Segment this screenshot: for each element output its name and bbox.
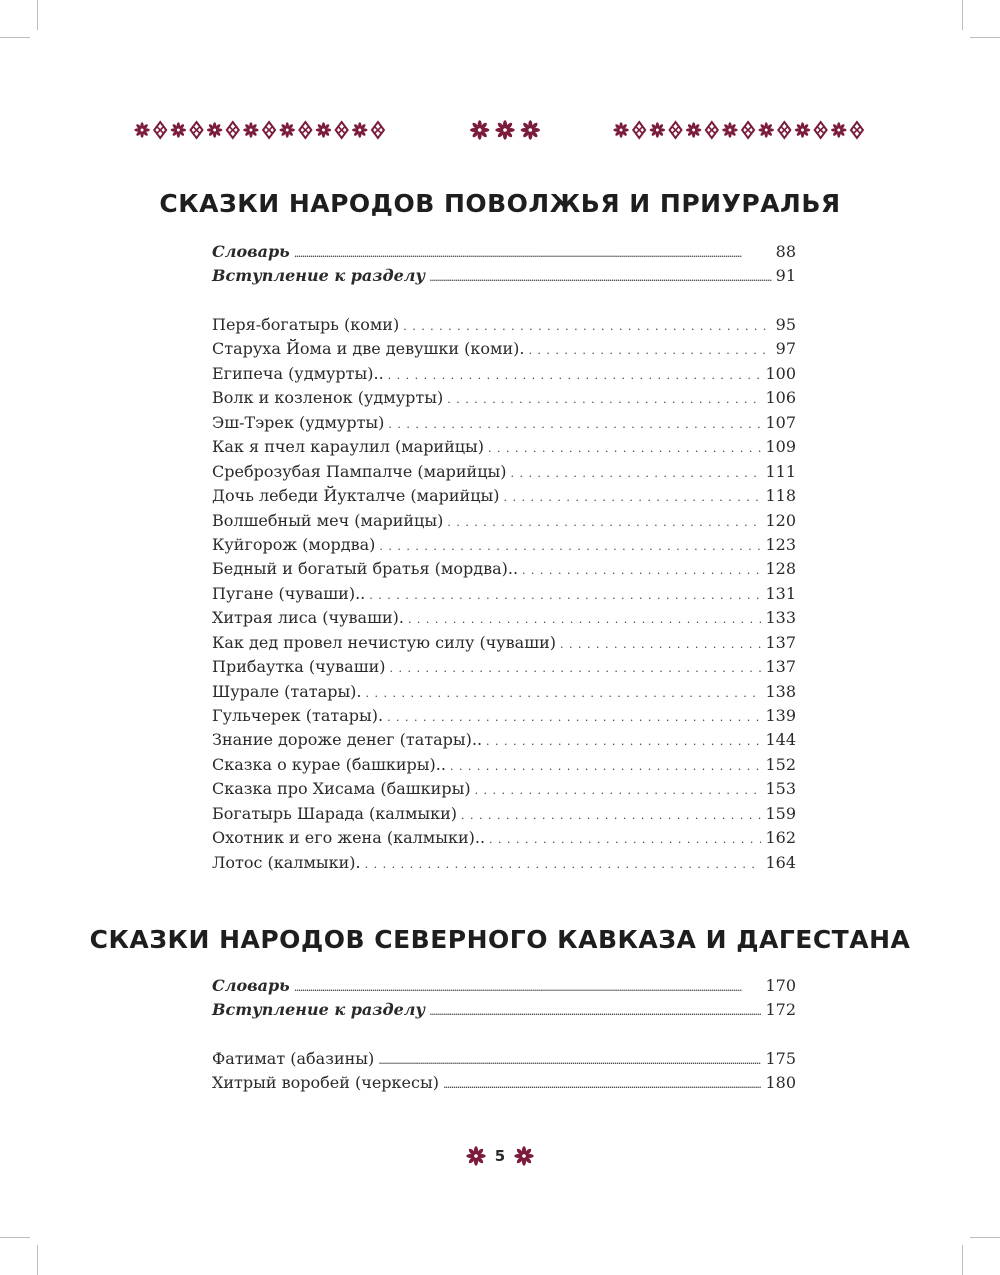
toc-front-matter — [212, 974, 796, 1023]
toc-entry-title: Охотник и его жена (калмыки).. — [212, 828, 486, 848]
dot-leader — [294, 976, 762, 1000]
toc-entry-title: Фатимат (абазины) — [212, 1049, 375, 1068]
crop-mark — [0, 37, 30, 38]
dot-leader — [369, 584, 761, 608]
toc-entry — [212, 680, 796, 704]
crop-mark — [970, 1237, 1000, 1238]
flower-motif — [466, 1146, 485, 1165]
dot-leader — [379, 535, 761, 559]
toc-entry-title: Хитрая лиса (чуваши). — [212, 608, 404, 628]
dot-leader — [503, 486, 761, 510]
dot-leader — [387, 706, 761, 730]
toc-entry-page: 131 — [765, 583, 796, 603]
toc-entry — [212, 851, 796, 875]
embroidery-motif — [171, 122, 187, 138]
toc-entry — [212, 240, 796, 264]
toc-front-matter — [212, 240, 796, 289]
dot-leader — [429, 266, 772, 290]
toc-entry-page: 88 — [775, 242, 796, 261]
flower-motif — [470, 120, 489, 139]
toc-entry — [212, 411, 796, 435]
section-title: СКАЗКИ НАРОДОВ ПОВОЛЖЬЯ И ПРИУРАЛЬЯ — [159, 189, 841, 218]
dot-leader — [461, 804, 761, 828]
toc-entry — [212, 753, 796, 777]
toc-entry — [212, 582, 796, 606]
flower-motif — [521, 120, 540, 139]
embroidery-motif — [243, 122, 259, 138]
toc-entry-page: 175 — [765, 1049, 796, 1068]
dot-leader — [403, 315, 771, 339]
toc-entry-title: Хитрый воробей (черкесы) — [212, 1073, 439, 1093]
toc-entry — [212, 728, 796, 752]
toc-entry-page: 138 — [765, 681, 796, 701]
embroidery-motif — [722, 122, 738, 138]
toc-entry — [212, 704, 796, 728]
dot-leader — [450, 755, 762, 779]
section-title: СКАЗКИ НАРОДОВ СЕВЕРНОГО КАВКАЗА И ДАГЕСТАНА — [89, 925, 911, 954]
dot-leader — [447, 511, 761, 535]
toc-entry-title: Богатырь Шарада (калмыки) — [212, 803, 458, 823]
toc-entry — [212, 655, 796, 679]
toc-entries — [212, 313, 796, 875]
toc-entry-page: 137 — [765, 657, 796, 677]
dot-leader — [488, 437, 761, 461]
embroidery-motif — [207, 122, 223, 138]
toc-entry-title: Лотос (калмыки). — [212, 852, 361, 872]
embroidery-motif — [299, 122, 311, 138]
embroidery-motif — [650, 122, 666, 138]
toc-entry-page: 107 — [765, 412, 796, 432]
toc-entry-title: Эш-Тэрек (удмурты) — [212, 412, 385, 432]
toc-entry-title: Волк и козленок (удмурты) — [212, 388, 444, 408]
toc-entry — [212, 362, 796, 386]
toc-entry-page: 133 — [765, 608, 796, 628]
dot-leader — [408, 608, 762, 632]
dot-leader — [429, 1000, 761, 1024]
toc-entry — [212, 802, 796, 826]
embroidery-motif — [670, 122, 682, 138]
toc-entry-page: 111 — [765, 461, 796, 481]
toc-entry-page: 118 — [765, 486, 796, 506]
toc-entry-page: 109 — [765, 437, 796, 457]
toc-entry-page: 162 — [765, 828, 796, 848]
embroidery-motif — [352, 122, 368, 138]
toc-entry-page: 106 — [765, 388, 796, 408]
toc-entry-title: Вступление к разделу — [212, 266, 426, 286]
toc-entry — [212, 974, 796, 998]
crop-mark — [37, 0, 38, 30]
dot-leader — [486, 730, 761, 754]
toc-entry-page: 137 — [765, 632, 796, 652]
toc-entry-title: Египеча (удмурты).. — [212, 363, 384, 383]
toc-entry-title: Гульчерек (татары). — [212, 706, 384, 725]
toc-entry — [212, 777, 796, 801]
toc-entry-page: 128 — [765, 559, 796, 579]
toc-entry-title: Как дед провел нечистую силу (чуваши) — [212, 632, 556, 652]
toc-entry — [212, 826, 796, 850]
embroidery-motif — [851, 122, 863, 138]
toc-entry-title: Прибаутка (чуваши) — [212, 657, 386, 677]
ornament-band-left — [133, 117, 387, 143]
embroidery-motif — [795, 122, 811, 138]
toc-entry-page: 152 — [765, 754, 796, 774]
dot-leader — [510, 462, 761, 486]
flower-ornament-icon — [465, 1145, 487, 1167]
toc-entry-page: 164 — [765, 852, 796, 872]
embroidery-motif — [831, 122, 847, 138]
embroidery-motif — [815, 122, 827, 138]
toc-entry — [212, 313, 796, 337]
embroidery-motif — [686, 122, 702, 138]
flower-motif — [515, 1146, 534, 1165]
toc-entry-page: 144 — [765, 730, 796, 750]
crop-mark — [962, 1245, 963, 1275]
toc-entry-title: Пугане (чуваши).. — [212, 583, 366, 603]
toc-entry — [212, 460, 796, 484]
toc-entry-title: Словарь — [212, 242, 290, 261]
toc-entry — [212, 509, 796, 533]
toc-entry-page: 159 — [765, 803, 796, 823]
toc-entry-title: Вступление к разделу — [212, 1000, 426, 1020]
toc-entry-page: 139 — [765, 706, 796, 725]
embroidery-motif — [154, 122, 166, 138]
toc-entry-page: 97 — [775, 339, 796, 359]
embroidery-motif — [191, 122, 203, 138]
page-number: 5 — [494, 1147, 506, 1165]
ornament-center — [467, 117, 543, 143]
embroidery-motif — [316, 122, 332, 138]
toc-entry — [212, 557, 796, 581]
crop-mark — [962, 0, 963, 30]
ornament-band-right — [612, 117, 866, 143]
crop-mark — [37, 1245, 38, 1275]
embroidery-ornament-icon — [133, 120, 387, 140]
toc-entry — [212, 1071, 796, 1095]
crop-mark — [970, 37, 1000, 38]
embroidery-motif — [742, 122, 754, 138]
toc-entry-page: 170 — [765, 976, 796, 995]
toc-entry — [212, 435, 796, 459]
dot-leader — [475, 779, 762, 803]
dot-leader — [294, 242, 772, 266]
embroidery-motif — [279, 122, 295, 138]
dot-leader — [378, 1049, 761, 1073]
toc-entry-title: Среброзубая Пампалче (марийцы) — [212, 461, 507, 481]
embroidery-motif — [134, 122, 150, 138]
dot-leader — [389, 657, 761, 681]
toc-entry — [212, 484, 796, 508]
flower-ornament-icon — [467, 119, 543, 141]
embroidery-motif — [706, 122, 718, 138]
toc-entry — [212, 533, 796, 557]
toc-entries — [212, 1047, 796, 1096]
toc-entry-title: Волшебный меч (марийцы) — [212, 510, 444, 530]
toc-entry-title: Как я пчел караулил (марийцы) — [212, 437, 485, 457]
dot-leader — [443, 1073, 762, 1097]
embroidery-motif — [263, 122, 275, 138]
dot-leader — [447, 388, 761, 412]
toc-entry-page: 153 — [765, 779, 796, 799]
toc-entry-page: 123 — [765, 534, 796, 554]
toc-entry-title: Сказка про Хисама (башкиры) — [212, 779, 471, 799]
dot-leader — [366, 682, 762, 706]
dot-leader — [560, 633, 761, 657]
toc-entry-title: Дочь лебеди Йукталче (марийцы) — [212, 486, 500, 506]
toc-entry-page: 172 — [765, 1000, 796, 1020]
embroidery-motif — [633, 122, 645, 138]
flower-motif — [495, 120, 514, 139]
embroidery-motif — [372, 122, 384, 138]
dot-leader — [528, 339, 771, 363]
embroidery-ornament-icon — [612, 120, 866, 140]
embroidery-motif — [613, 122, 629, 138]
toc-entry — [212, 337, 796, 361]
toc-entry-title: Знание дороже денег (татары).. — [212, 730, 483, 750]
toc-entry-page: 95 — [775, 315, 796, 334]
embroidery-motif — [336, 122, 348, 138]
dot-leader — [522, 559, 761, 583]
toc-entry — [212, 606, 796, 630]
embroidery-motif — [778, 122, 790, 138]
dot-leader — [365, 853, 762, 877]
toc-entry-title: Перя-богатырь (коми) — [212, 315, 400, 334]
toc-entry — [212, 998, 796, 1022]
embroidery-motif — [758, 122, 774, 138]
dot-leader — [388, 413, 761, 437]
embroidery-motif — [227, 122, 239, 138]
toc-entry — [212, 386, 796, 410]
toc-entry — [212, 1047, 796, 1071]
toc-entry-title: Сказка о курае (башкиры).. — [212, 754, 446, 774]
toc-entry-title: Шурале (татары). — [212, 681, 362, 701]
toc-entry — [212, 631, 796, 655]
toc-entry-title: Куйгорож (мордва) — [212, 534, 376, 554]
dot-leader — [388, 364, 762, 388]
dot-leader — [489, 828, 761, 852]
flower-ornament-icon — [513, 1145, 535, 1167]
toc-entry — [212, 264, 796, 288]
toc-entry-title: Бедный и богатый братья (мордва).. — [212, 559, 519, 579]
toc-entry-page: 180 — [765, 1073, 796, 1093]
page-footer — [0, 1145, 1000, 1167]
crop-mark — [0, 1237, 30, 1238]
toc-entry-page: 100 — [765, 363, 796, 383]
toc-entry-page: 120 — [765, 510, 796, 530]
toc-entry-title: Словарь — [212, 976, 290, 995]
toc-entry-page: 91 — [775, 266, 796, 286]
toc-entry-title: Старуха Йома и две девушки (коми). — [212, 339, 525, 359]
